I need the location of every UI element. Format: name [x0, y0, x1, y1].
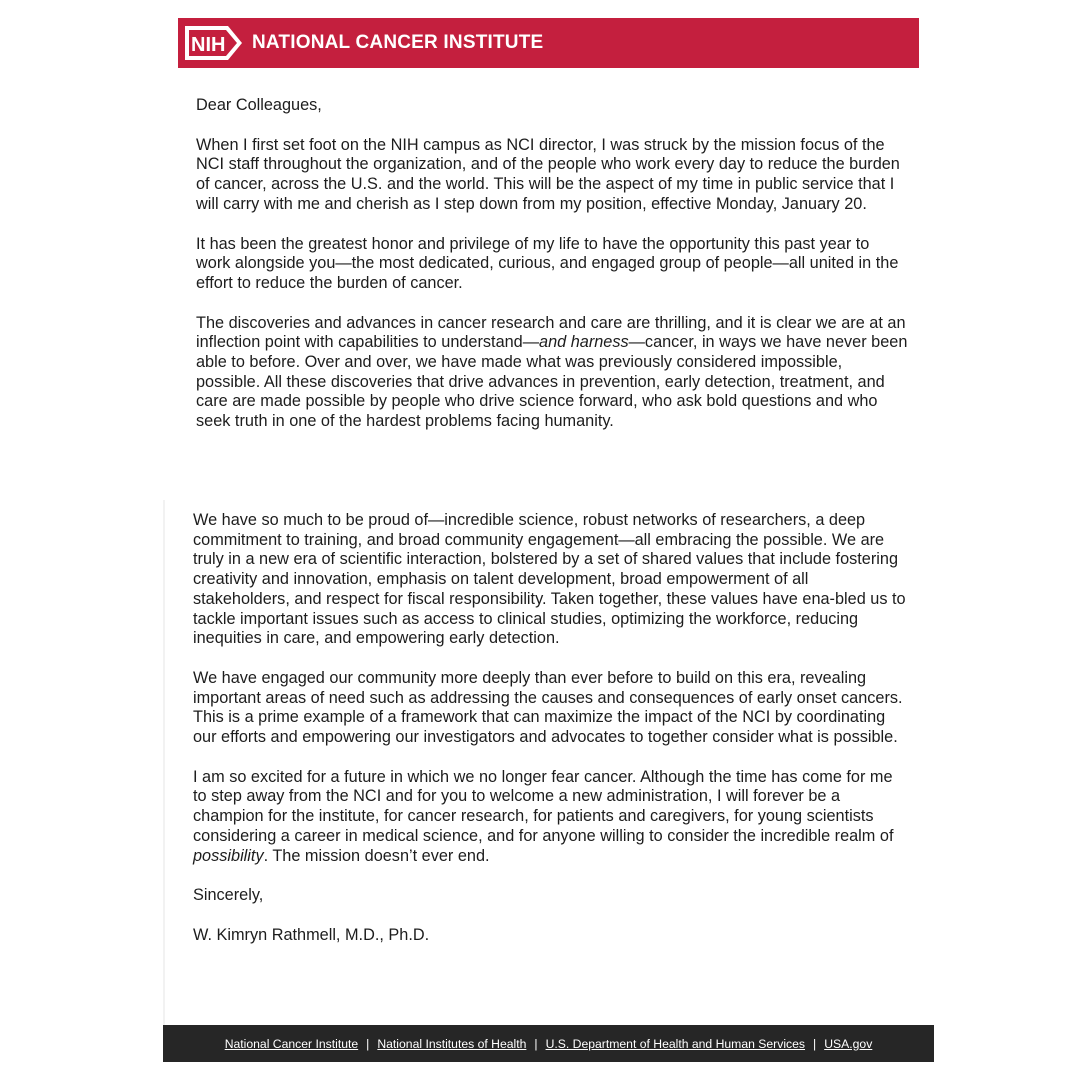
paragraph-3-emphasis: and harness [539, 333, 629, 352]
page-edge [163, 500, 165, 1025]
footer-bar [163, 1025, 934, 1062]
footer-link-hhs[interactable]: U.S. Department of Health and Human Services [545, 1036, 806, 1051]
footer-link-nih[interactable]: National Institutes of Health [377, 1036, 527, 1051]
paragraph-6-part-a: I am so excited for a future in which we no longer fear cancer. Although the time has come for me to step away from the NCI and for you to welcome a new administration, I will forever be a champion for the institute, for cancer research, for patients and caregivers, for young scientists considering a career in medical science, and for anyone willing to consider the incredible realm of [193, 767, 894, 845]
paragraph-6-emphasis: possibility [193, 846, 264, 865]
letter-body-top [196, 96, 908, 452]
salutation: Dear Colleagues, [196, 96, 322, 114]
paragraph-3-part-a: The discoveries and advances in cancer research and care are thrilling, and it is clear we are at an inflection point with capabilities to understand— [196, 313, 906, 352]
footer-link-nci[interactable]: National Cancer Institute [224, 1036, 359, 1051]
header-banner [178, 18, 919, 68]
footer-separator: | [534, 1036, 538, 1051]
closing: Sincerely, [193, 886, 264, 905]
paragraph-5: We have engaged our community more deeply than ever before to build on this era, revealing important areas of need such as addressing the causes and consequences of early onset cancers. This is a prime example of a framework that can maximize the impact of the NCI by coordinating our efforts and empowering our investigators and advocates to together consider what is possible. [193, 668, 903, 747]
nih-logo [184, 25, 244, 61]
paragraph-3 [196, 314, 908, 432]
letter-body-bottom [193, 511, 909, 966]
paragraph-2: It has been the greatest honor and privilege of my life to have the opportunity this past year to work alongside you—the most dedicated, curious, and engaged group of people—all united in the effort to reduce the burden of cancer. [196, 234, 899, 292]
org-name: NATIONAL CANCER INSTITUTE [252, 32, 544, 53]
nih-logo-text: NIH [191, 34, 226, 56]
paragraph-1: When I first set foot on the NIH campus as NCI director, I was struck by the mission focus of the NCI staff throughout the organization, and of the people who work every day to reduce the burden of cancer, across the U.S. and the world. This will be the aspect of my time in public service that I will carry with me and cherish as I step down from my position, effective Monday, January 20. [196, 135, 900, 213]
paragraph-6-part-b: . The mission doesn’t ever end. [263, 846, 490, 865]
footer-link-usagov[interactable]: USA.gov [824, 1036, 873, 1051]
paragraph-6 [193, 768, 909, 867]
footer-separator: | [813, 1036, 817, 1051]
paragraph-3-part-b: —cancer, in ways we have never been able to before. Over and over, we have made what was previously considered impossible, possible. All these discoveries that drive advances in prevention, early detection, treatment, and care are made possible by people who drive science forward, who ask bold questions and who seek truth in one of the hardest problems facing humanity. [196, 333, 908, 431]
paragraph-4: We have so much to be proud of—incredible science, robust networks of researchers, a deep commitment to training, and broad community engagement—all embracing the possible. We are truly in a new era of scientific interaction, bolstered by a set of shared values that include fostering creativity and innovation, emphasis on talent development, broad empowerment of all stakeholders, and respect for fiscal responsibility. Taken together, these values have ena-bled us to tackle important issues such as access to clinical studies, optimizing the workforce, reducing inequities in care, and empowering early detection. [193, 511, 906, 648]
signature: W. Kimryn Rathmell, M.D., Ph.D. [193, 925, 430, 944]
footer-separator: | [366, 1036, 370, 1051]
